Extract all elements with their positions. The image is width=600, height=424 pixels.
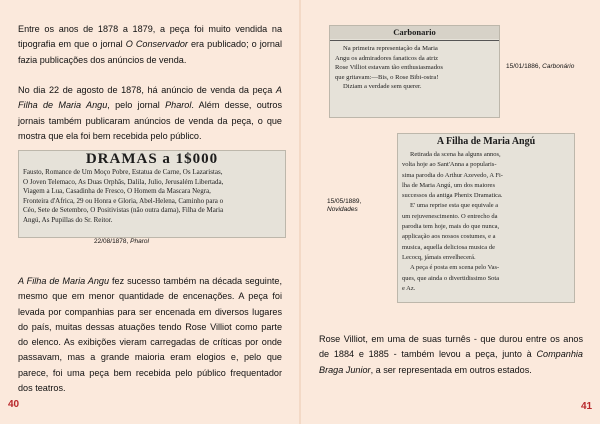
paragraph-success: A Filha de Maria Angu fez sucesso também na década seguinte, mesmo que em menor quantidade de encenações. A peça foi levada por companhias para ser encenada em diversos lugares do país, muitas dessas atuações tendo Rose Villiot como parte do elenco. As exibições vieram carregadas de críticas por onde passavam, mas a grande maioria eram elogios e, pelo que parece, foi uma peça bem recebida pelo público frequentador dos teatros. <box>18 276 282 394</box>
left-page <box>0 0 299 424</box>
clipping-line: Rose Villiot estavam tão enthusiasmados <box>335 64 443 71</box>
caption-carbonario: 15/01/1886, Carbonário <box>506 63 575 70</box>
clipping-line: um rejuvenescimento. O entrecho da <box>402 212 498 220</box>
clipping-line: successos da antiga Phenix Dramatica. <box>402 192 503 200</box>
clipping-line: A peça é posta em scena pelo Vas- <box>410 264 500 272</box>
right-page <box>301 0 600 424</box>
paragraph-pharol-ad: No dia 22 de agosto de 1878, há anúncio de venda da peça A Filha de Maria Angu, pelo jornal Pharol. Além desse, outros jornais também publicaram anúncios de venda da peça, o que mostra que ela foi bem recebida pelo público. <box>18 85 283 141</box>
clipping-line: Diziam a verdade sem querer. <box>343 83 422 90</box>
clipping-line: E' uma reprise esta que equivale a <box>410 202 499 210</box>
clipping-line: volta hoje ao Sant'Anna a popularis- <box>402 161 497 169</box>
clipping-line: parodia tem hoje, mais do que nunca, <box>402 223 500 231</box>
clipping-line: Angú, As Pupillas do Sr. Reitor. <box>23 215 113 224</box>
paragraph-rose-villiot: Rose Villiot, em uma de suas turnês - que durou entre os anos de 1884 e 1885 - também levou a peça, junto à Companhia Braga Junior, a ser representada em outros estados. <box>319 334 583 375</box>
newspaper-clipping-dramas <box>18 150 286 238</box>
page-number-right: 41 <box>581 401 593 412</box>
page-number-left: 40 <box>8 399 20 410</box>
clipping-body <box>19 168 285 226</box>
clipping-line: e Az. <box>402 284 416 292</box>
clipping-body <box>330 42 499 94</box>
caption-pharol: 22/08/1878, Pharol <box>94 238 149 245</box>
clipping-line: ques, que ainda o divertidissimo Sota <box>402 274 500 282</box>
clipping-rule <box>330 40 499 41</box>
newspaper-clipping-carbonario <box>329 25 500 118</box>
paragraph-sales-1878: Entre os anos de 1878 a 1879, a peça foi muito vendida na tipografia em que o jornal O Conservador era publicado; o jornal fazia publicações dos anúncios de venda. <box>18 24 282 65</box>
clipping-title: Carbonario <box>330 26 499 39</box>
clipping-title: A Filha de Maria Angú <box>436 136 536 147</box>
clipping-line: Céo, Sete de Setembro, O Positivistas (não outra dama), Filha de Maria <box>23 206 224 215</box>
clipping-line: applicação aos nossos costumes, e a <box>402 233 496 241</box>
clipping-line: Fausto, Romance de Um Moço Pobre, Estatua de Carne, Os Lazaristas, <box>23 168 223 176</box>
newspaper-clipping-novidades <box>397 133 575 303</box>
clipping-line: Viagem a Lua, Casadinha de Fresco, O Homem da Mascara Negra, <box>23 187 211 196</box>
clipping-line: O Joven Telemaco, As Duas Orphãs, Dalila, Julio, Jerusalém Libertada, <box>23 177 224 186</box>
clipping-line: que gritavam:—Bis, o Rose Bibi-ostra! <box>335 73 439 81</box>
clipping-line: Retirada da scena ha alguns annos, <box>410 151 501 158</box>
clipping-line: Angu os admiradores fanaticos da atriz <box>335 54 439 62</box>
clipping-body <box>398 150 574 294</box>
clipping-line: sima parodia do Arthur Azevedo, A Fi- <box>402 171 503 179</box>
clipping-line: musica, aquella deliciosa musica de <box>402 243 495 251</box>
clipping-line: Lecocq, jámais envelhecerá. <box>402 253 476 261</box>
caption-novidades: 15/05/1889, Novidades <box>327 198 362 213</box>
clipping-line: Na primeira representação da Maria <box>343 45 438 52</box>
clipping-headline: DRAMAS a 1$000 <box>85 151 219 167</box>
clipping-line: Fronteira d'Africa, 29 ou Honra e Gloria, Abel-Helena, Caminho para o <box>23 196 224 205</box>
clipping-line: lha de Maria Angú, um dos maiores <box>402 181 495 189</box>
